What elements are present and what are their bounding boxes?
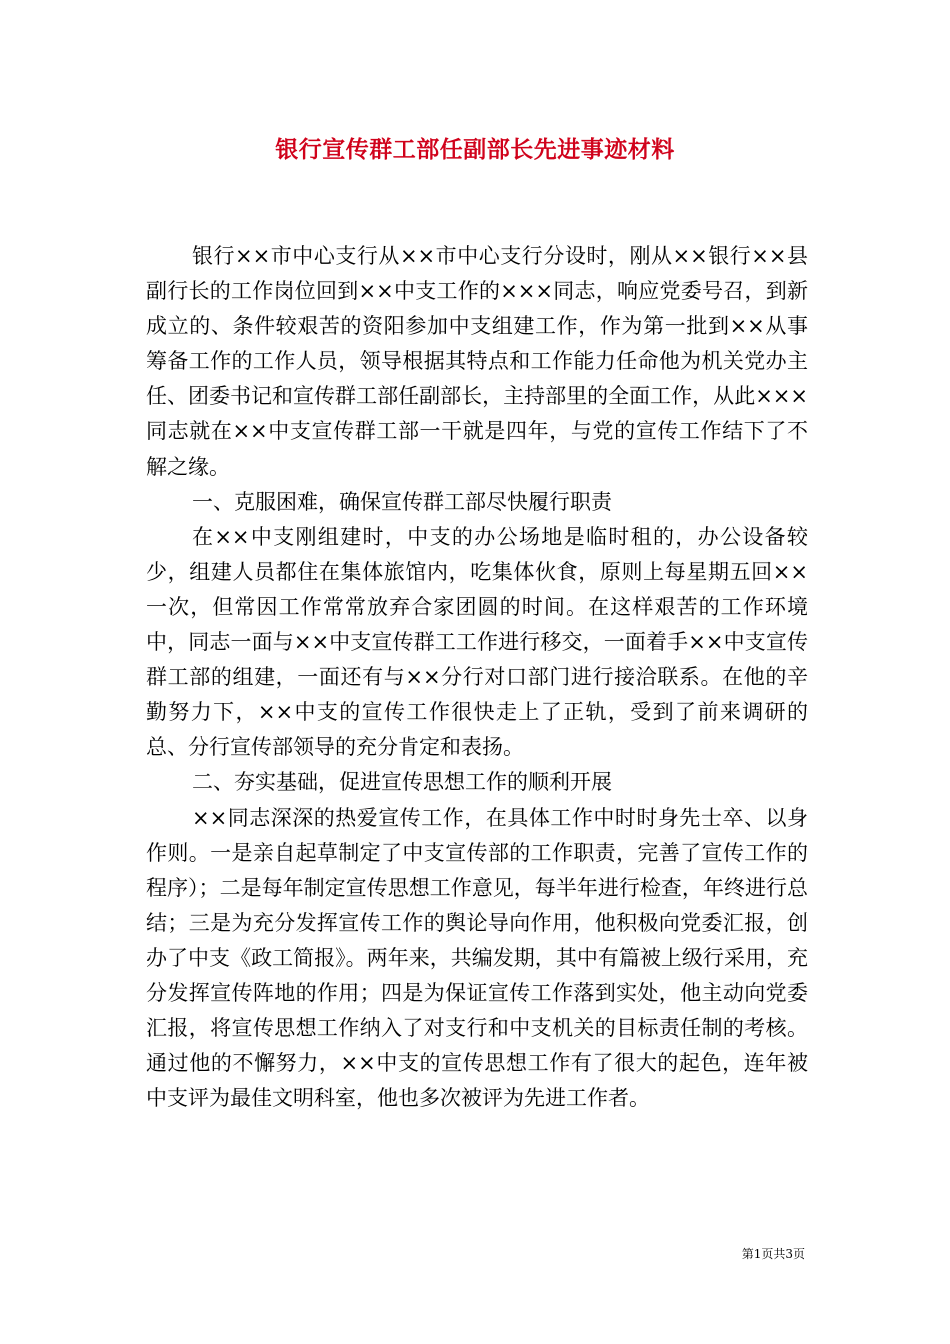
- paragraph-intro: 银行××市中心支行从××市中心支行分设时，刚从××银行××县副行长的工作岗位回到××中支工作的×××同志，响应党委号召，到新成立的、条件较艰苦的资阳参加中支组建工作，作为第一批到××从事筹备工作的工作人员，领导根据其特点和工作能力任命他为机关党办主任、团委书记和宣传群工部任副部长，主持部里的全面工作，从此×××同志就在××中支宣传群工部一干就是四年，与党的宣传工作结下了不解之缘。: [146, 244, 808, 479]
- document-title: 银行宣传群工部任副部长先进事迹材料: [275, 136, 675, 163]
- page-number: 第1页共3页: [741, 1247, 805, 1261]
- section-heading-1: 一、克服困难，确保宣传群工部尽快履行职责: [192, 489, 612, 514]
- section-heading-2: 二、夯实基础，促进宣传思想工作的顺利开展: [192, 770, 612, 795]
- paragraph-section-1: 在××中支刚组建时，中支的办公场地是临时租的，办公设备较少，组建人员都住在集体旅馆内，吃集体伙食，原则上每星期五回××一次，但常因工作常常放弃合家团圆的时间。在这样艰苦的工作环境中，同志一面与××中支宣传群工工作进行移交，一面着手××中支宣传群工部的组建，一面还有与××分行对口部门进行接洽联系。在他的辛勤努力下，××中支的宣传工作很快走上了正轨，受到了前来调研的总、分行宣传部领导的充分肯定和表扬。: [146, 524, 808, 760]
- document-body: [146, 239, 808, 1116]
- paragraph-section-2: ××同志深深的热爱宣传工作，在具体工作中时时身先士卒、以身作则。一是亲自起草制定了中支宣传部的工作职责，完善了宣传工作的程序）；二是每年制定宣传思想工作意见，每半年进行检查，年终进行总结；三是为充分发挥宣传工作的舆论导向作用，他积极向党委汇报，创办了中支《政工简报》。两年来，共编发期，其中有篇被上级行采用，充分发挥宣传阵地的作用；四是为保证宣传工作落到实处，他主动向党委汇报，将宣传思想工作纳入了对支行和中支机关的目标责任制的考核。通过他的不懈努力，××中支的宣传思想工作有了很大的起色，连年被中支评为最佳文明科室，他也多次被评为先进工作者。: [146, 805, 808, 1111]
